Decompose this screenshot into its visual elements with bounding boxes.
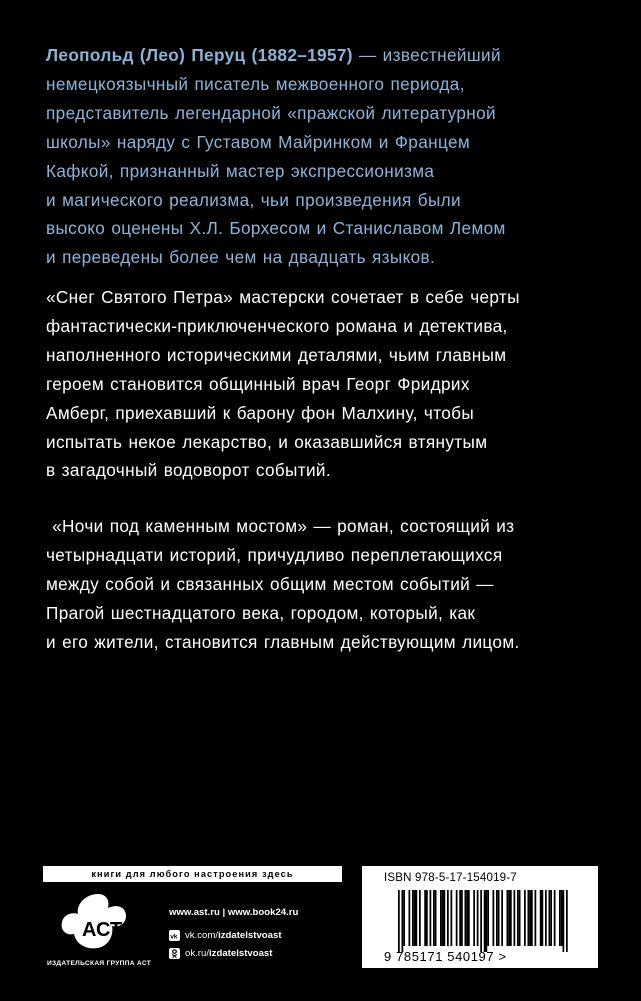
- barcode-bar: [473, 890, 475, 946]
- barcode-bar: [444, 890, 446, 946]
- barcode-bar: [566, 890, 568, 952]
- social-link-text: ok.ru/izdatelstvoast: [185, 947, 273, 959]
- barcode-bar: [507, 890, 509, 946]
- barcode-bar: [563, 890, 565, 952]
- barcode-bar: [416, 890, 418, 946]
- publisher-logo-text: АСТ: [82, 919, 123, 941]
- barcode-bar: [561, 890, 563, 946]
- barcode-bar: [433, 890, 435, 946]
- barcode-bar: [402, 890, 404, 952]
- barcode-bar: [531, 890, 533, 946]
- barcode-bar: [529, 890, 531, 946]
- synopsis-line: между собой и связанных общим местом событий —: [46, 573, 494, 594]
- barcode-bar: [554, 890, 556, 946]
- vk-icon: [169, 930, 180, 941]
- barcode-bar: [451, 890, 453, 946]
- barcode-bar: [510, 890, 512, 946]
- author-bio-line: немецкоязычный писатель межвоенного периода,: [46, 73, 465, 94]
- synopsis-line: четырнадцати историй, причудливо переплетающихся: [46, 544, 503, 565]
- synopsis-line: фантастически-приключенческого романа и детектива,: [46, 315, 508, 336]
- barcode-bar: [486, 890, 488, 952]
- author-bio-line: высоко оценены Х.Л. Борхесом и Станиславом Лемом: [46, 218, 506, 239]
- synopsis-line: героем становится общинный врач Георг Фридрих: [46, 373, 470, 394]
- isbn-barcode: [362, 866, 598, 968]
- barcode-bar: [412, 890, 414, 946]
- barcode-bar: [540, 890, 542, 946]
- barcode-bar: [535, 890, 537, 946]
- barcode-bar: [487, 890, 489, 946]
- synopsis-line: «Снег Святого Петра» мастерски сочетает в себе черты: [46, 287, 520, 307]
- barcode-bar: [519, 890, 521, 946]
- author-bio-line: Леопольд (Лео) Перуц (1882–1957) — известнейший: [46, 45, 501, 65]
- barcode-bar: [477, 890, 479, 946]
- social-link-text: vk.com/izdatelstvoast: [185, 929, 282, 941]
- barcode-bar: [459, 890, 461, 946]
- barcode-bar: [508, 890, 510, 946]
- social-link-ok[interactable]: [169, 946, 359, 960]
- barcode-bar: [549, 890, 551, 946]
- author-bio-line: и переведены более чем на двадцать языков.: [46, 247, 436, 268]
- synopsis-line: наполненного историческими деталями, чьим главным: [46, 344, 507, 365]
- synopsis-line: в загадочный водоворот событий.: [46, 460, 332, 481]
- synopsis-line: испытать некое лекарство, и оказавшийся втянутым: [46, 431, 488, 452]
- barcode-bar: [484, 890, 486, 952]
- social-link-vk[interactable]: [169, 928, 359, 942]
- barcode-bar: [442, 890, 444, 946]
- synopsis-line: Прагой шестнадцатого века, городом, который, как: [46, 602, 476, 623]
- barcode-bar: [501, 890, 503, 946]
- barcode-bar: [424, 890, 426, 946]
- barcode-digits: 9 785171 540197 >: [384, 949, 507, 964]
- synopsis-line: и его жители, становится главным действующим лицом.: [46, 631, 520, 652]
- svg-text:vk: vk: [170, 932, 178, 940]
- barcode-bar: [559, 890, 561, 946]
- synopsis-st-peter-snow: [46, 283, 606, 485]
- barcode-bar: [398, 890, 400, 952]
- barcode-bar: [480, 890, 482, 952]
- barcode-bar: [435, 890, 437, 946]
- barcode-bar: [440, 890, 442, 946]
- barcode-bar: [493, 890, 495, 946]
- barcode-bar: [414, 890, 416, 946]
- barcode-bar: [447, 890, 449, 946]
- website-links[interactable]: www.ast.ru | www.book24.ru: [169, 907, 299, 918]
- barcode-bar: [461, 890, 463, 946]
- barcode-bar: [498, 890, 500, 946]
- publisher-contacts: [169, 906, 359, 960]
- synopsis-line: «Ночи под каменным мостом» — роман, состоящий из: [46, 516, 515, 536]
- barcode-bar: [550, 890, 552, 946]
- barcode-bar: [528, 890, 530, 946]
- barcode-bar: [496, 890, 498, 946]
- publisher-logo: [42, 892, 154, 954]
- barcode-bar: [403, 890, 405, 946]
- barcode-bar: [465, 890, 467, 946]
- barcode-bar: [466, 890, 468, 946]
- synopsis-nights-under-bridge: [46, 512, 606, 657]
- barcode-bar: [426, 890, 428, 946]
- barcode-bar: [524, 890, 526, 946]
- publisher-name: ИЗДАТЕЛЬСКАЯ ГРУППА АСТ: [46, 960, 152, 967]
- barcode-bar: [542, 890, 544, 946]
- author-name: Леопольд (Лео) Перуц (1882–1957): [46, 45, 353, 65]
- publisher-tagline: книги для любого настроения здесь: [43, 866, 342, 882]
- author-bio-line: и магического реализма, чьи произведения были: [46, 189, 461, 210]
- barcode-bar: [430, 890, 432, 946]
- synopsis-line: Амберг, приехавший к барону фон Малхину, чтобы: [46, 402, 475, 423]
- ok-icon: [169, 948, 180, 959]
- isbn-number: ISBN 978-5-17-154019-7: [384, 872, 517, 884]
- ast-logo-icon: [42, 892, 154, 954]
- barcode-bar: [468, 890, 470, 946]
- barcode-bar: [419, 890, 421, 946]
- author-bio-line: Кафкой, признанный мастер экспрессионизма: [46, 160, 435, 181]
- barcode-bar: [514, 890, 516, 946]
- author-bio-line: представитель легендарной «пражской литературной: [46, 102, 496, 123]
- barcode-bar: [545, 890, 547, 946]
- barcode-bar: [517, 890, 519, 946]
- barcode-bar: [409, 890, 411, 946]
- author-bio-line: школы» наряду с Густавом Майринком и Францем: [46, 131, 471, 152]
- author-bio: [46, 41, 606, 272]
- barcode-bar: [456, 890, 458, 946]
